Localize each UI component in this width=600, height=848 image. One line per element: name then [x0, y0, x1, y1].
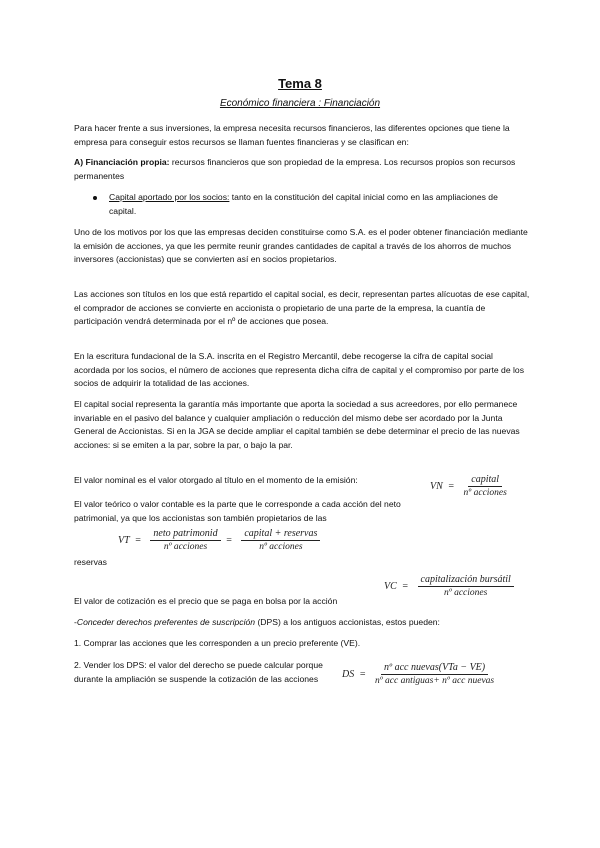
section-a-heading: A) Financiación propia: [74, 157, 170, 167]
escritura-paragraph: En la escritura fundacional de la S.A. inscrita en el Registro Mercantil, debe recogerse la cifra de capital social acordada por los socios, el número de acciones que representa dicha cifra de capital y el compromiso por parte de los socios de adquirir la totalidad de las acciones. [74, 351, 524, 389]
bullet-text: tanto en la constitución del capital inicial como en las ampliaciones de capital. [109, 192, 498, 216]
dps-item-2: 2. Vender los DPS: el valor del derecho se puede calcular porque durante la ampliación se suspende la cotización de las acciones [74, 660, 323, 684]
teorico-denominator-2: nº acciones [259, 542, 303, 552]
bullet-label: Capital aportado por los socios: [109, 192, 230, 202]
cotizacion-eq: = [401, 581, 409, 592]
teorico-denominator-1: nº acciones [163, 542, 208, 552]
dps-item-1: 1. Comprar las acciones que les corresponden a un precio preferente (VE). [74, 638, 361, 648]
dps-text: (DPS) a los antiguos accionistas, estos pueden: [255, 617, 440, 627]
dps-eq: = [359, 669, 366, 680]
teorico-fraction-1 [150, 528, 220, 553]
nominal-denominator: nº acciones [463, 488, 507, 498]
dps-prefix: - [74, 617, 77, 627]
dps-denominator: nº acc antiguas+ nº acc nuevas [374, 676, 495, 686]
dps-numerator: nº acc nuevas(VTa − VE) [381, 662, 488, 675]
section-a-text: recursos financieros que son propiedad de la empresa. Los recursos propios son recursos permanentes [74, 157, 516, 181]
document-subtitle: Económico financiera : Financiación [219, 98, 381, 109]
motivos-paragraph: Uno de los motivos por los que las empresas deciden constituirse como S.A. es el poder obtener financiación mediante la emisión de acciones, ya que les permite reunir grandes cantidades de capital a través de los ahorros de muchos inversores (accionistas) que se convierten así en socios propietarios. [74, 227, 528, 265]
dps-formula [342, 662, 494, 687]
bullet-icon [93, 196, 97, 200]
nominal-lhs: VN [430, 481, 443, 492]
dps-fraction [375, 662, 494, 687]
cotizacion-denominator: nº acciones [444, 588, 488, 598]
teorico-eq2: = [225, 535, 233, 546]
nominal-eq: = [447, 481, 455, 492]
dps-paragraph [74, 616, 530, 630]
cotizacion-lhs: VC [384, 581, 397, 592]
teorico-tail: reservas [74, 557, 107, 567]
dps-italic: Conceder derechos preferentes de suscripción [76, 617, 256, 627]
cotizacion-numerator: capitalización bursátil [418, 574, 514, 587]
teorico-fraction-2 [241, 528, 320, 553]
section-a-paragraph [74, 156, 530, 183]
dps-lhs: DS [342, 669, 355, 680]
nominal-fraction [464, 474, 507, 499]
acciones-paragraph: Las acciones son títulos en los que está repartido el capital social, es decir, representan partes alícuotas de ese capital, el comprador de acciones se convierte en accionista o propietario de una parte de la empresa, la cuantía de participación vendrá determinada por el nº de acciones que posea. [74, 289, 530, 327]
teorico-lhs: VT [118, 535, 130, 546]
teorico-text: El valor teórico o valor contable es la parte que le corresponde a cada acción del neto patrimonial, ya que los accionistas son también propietarios de las [74, 499, 401, 523]
capital-paragraph: El capital social representa la garantía más importante que aporta la sociedad a sus acreedores, por ello permanece invariable en el pasivo del balance y cualquier ampliación o reducción del mismo debe ser acordado por la Junta General de Accionistas. Si en la JGA se decide ampliar el capital también se debe determinar el precio de las nuevas acciones: si se emiten a la par, sobre la par, o bajo la par. [74, 399, 520, 450]
teorico-numerator-2: capital + reservas [241, 528, 320, 541]
document-title: Tema 8 [278, 76, 322, 91]
bullet-item [109, 191, 519, 218]
nominal-numerator: capital [468, 474, 502, 487]
intro-paragraph: Para hacer frente a sus inversiones, la empresa necesita recursos financieros, las diferentes opciones que tiene la empresa para conseguir estos recursos se llaman fuentes financieras y se clasifican en: [74, 123, 510, 147]
cotizacion-fraction [418, 574, 514, 599]
teorico-eq1: = [134, 535, 142, 546]
nominal-text: El valor nominal es el valor otorgado al título en el momento de la emisión: [74, 475, 358, 485]
cotizacion-formula [384, 574, 514, 599]
cotizacion-text: El valor de cotización es el precio que se paga en bolsa por la acción [74, 596, 338, 606]
nominal-formula [430, 474, 507, 499]
teorico-formula [118, 528, 320, 553]
teorico-numerator-1: neto patrimonid [150, 528, 220, 541]
